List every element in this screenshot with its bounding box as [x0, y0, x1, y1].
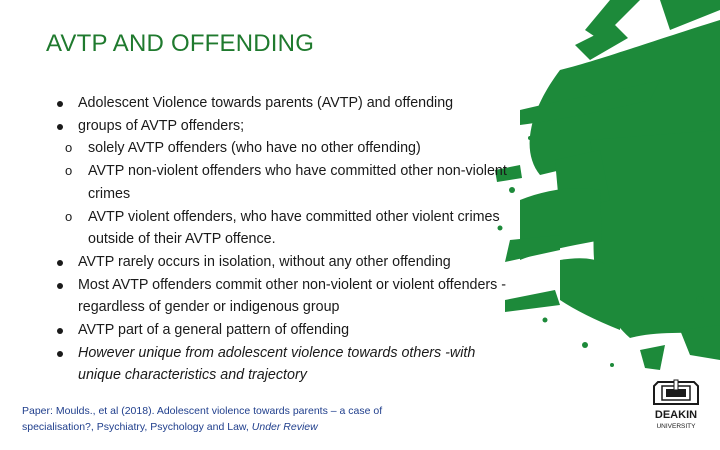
sub-bullet-text: AVTP non-violent offenders who have committed other non-violent crimes [88, 163, 507, 202]
bullet-item: Adolescent Violence towards parents (AVTP) and offending [50, 92, 520, 115]
svg-text:DEAKIN: DEAKIN [654, 409, 698, 421]
sub-bullet-text: solely AVTP offenders (who have no other offending) [88, 140, 421, 157]
bullet-list [50, 92, 520, 387]
reference-text: Paper: Moulds., et al (2018). Adolescent violence towards parents – a case of specialisation?, Psychiatry, Psychology and Law, [22, 405, 383, 433]
reference-status: Under Review [251, 421, 318, 433]
bullet-item: groups of AVTP offenders; [50, 115, 520, 138]
sub-bullet-item [50, 137, 520, 160]
sub-bullet-marker-icon: o [65, 208, 73, 224]
sub-bullet-text: AVTP violent offenders, who have committed other violent crimes outside of their AVTP offence. [88, 208, 500, 248]
bullet-item: Most AVTP offenders commit other non-violent or violent offenders - regardless of gender or indigenous group [50, 274, 520, 319]
sub-bullet-item [50, 206, 520, 251]
bullet-item: However unique from adolescent violence towards others -with unique characteristics and trajectory [50, 342, 520, 387]
deakin-university-logo [650, 378, 702, 438]
bullet-item: AVTP rarely occurs in isolation, without any other offending [50, 251, 520, 274]
sub-bullet-marker-icon: o [65, 140, 73, 156]
bullet-item: AVTP part of a general pattern of offending [50, 319, 520, 342]
svg-text:UNIVERSITY: UNIVERSITY [656, 423, 696, 430]
slide-title: AVTP AND OFFENDING [46, 30, 315, 57]
reference-citation [22, 403, 442, 435]
sub-bullet-marker-icon: o [65, 163, 73, 179]
sub-bullet-item [50, 160, 520, 205]
